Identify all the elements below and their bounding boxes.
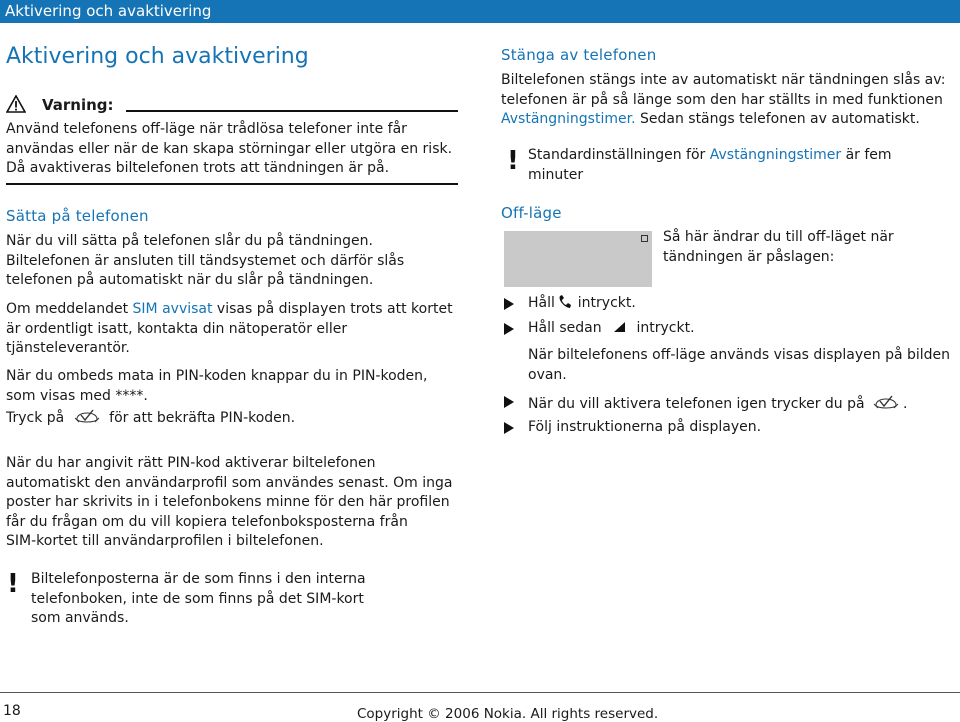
ok-key-icon xyxy=(869,392,903,410)
text-line: telefonen är på så länge som den har ställts in med funktionen xyxy=(501,91,943,108)
ok-key-icon xyxy=(69,406,105,424)
text-span: för att bekräfta PIN-koden. xyxy=(109,410,296,426)
text-line: får du frågan om du vill kopiera telefonboksposterna från xyxy=(6,513,408,530)
text-line: När biltelefonens off-läge används visas displayen på bilden xyxy=(528,347,951,363)
header-bar xyxy=(0,0,960,23)
text-line: Så här ändrar du till off-läget när xyxy=(663,229,894,245)
text-line: tändningen är påslagen: xyxy=(663,248,835,265)
text-line: är ordentligt isatt, kontakta din nätoperatör eller xyxy=(6,320,348,337)
sim-rejected-paragraph xyxy=(6,300,453,359)
text-span: Håll sedan xyxy=(528,320,602,336)
page-title: Aktivering och avaktivering xyxy=(6,44,309,69)
text-span: intryckt. xyxy=(636,320,695,336)
warning-top-rule xyxy=(126,110,458,112)
warning-label: Varning: xyxy=(42,96,114,114)
text-line xyxy=(528,146,892,166)
bullet-arrow-icon xyxy=(504,323,514,335)
page-number: 18 xyxy=(3,703,21,719)
note-exclamation-icon: ! xyxy=(7,569,19,599)
text-span: . xyxy=(903,396,908,412)
selection-key-icon xyxy=(606,319,632,335)
end-call-key-icon xyxy=(557,294,573,310)
bullet-arrow-icon xyxy=(504,422,514,434)
offline-heading: Off-läge xyxy=(501,204,562,222)
warning-bottom-rule xyxy=(6,183,458,185)
text-line: telefonboken, inte de som finns på det SIM-kort xyxy=(31,590,364,607)
bullet-arrow-icon xyxy=(504,298,514,310)
switch-on-paragraph xyxy=(6,232,404,291)
text-line: poster har skrivits in i telefonbokens minne för den här profilen xyxy=(6,494,450,510)
header-title: Aktivering och avaktivering xyxy=(5,2,212,20)
pin-paragraph xyxy=(6,367,427,429)
text-line xyxy=(501,110,946,130)
text-line: Biltelefonen är ansluten till tändsystemet och därför slås xyxy=(6,252,405,269)
text-span: När du vill aktivera telefonen igen trycker du på xyxy=(528,396,865,412)
offline-intro xyxy=(663,228,894,267)
text-line: Biltelefonposterna är de som finns i den interna xyxy=(31,571,366,587)
timer-note xyxy=(528,146,892,185)
copyright-notice: Copyright © 2006 Nokia. All rights reserved. xyxy=(357,706,659,722)
text-line: telefonen på automatiskt när du slår på tändningen. xyxy=(6,272,374,288)
warning-line: Då avaktiveras biltelefonen trots att tändningen är på. xyxy=(6,160,390,176)
phone-display-image xyxy=(504,231,652,287)
text-span: Standardinställningen för xyxy=(528,147,710,163)
text-line: som används. xyxy=(31,610,129,626)
switch-off-heading: Stänga av telefonen xyxy=(501,46,657,64)
text-line: När du ombeds mata in PIN-koden knappar du in PIN-koden, xyxy=(6,368,428,384)
note-exclamation-icon: ! xyxy=(507,146,519,176)
step-hold-end-key xyxy=(528,294,636,314)
footer-rule xyxy=(0,692,960,693)
step-reactivate xyxy=(528,392,907,415)
text-span: Om meddelandet xyxy=(6,301,133,317)
warning-icon xyxy=(6,95,26,117)
text-line: automatiskt den användarprofil som användes senast. Om inga xyxy=(6,474,453,491)
switch-off-paragraph xyxy=(501,71,946,130)
text-span: är fem xyxy=(841,147,892,163)
text-span: visas på displayen trots att kortet xyxy=(212,301,453,317)
timer-link: Avstängningstimer xyxy=(709,147,842,163)
text-line: När du vill sätta på telefonen slår du på tändningen. xyxy=(6,233,373,249)
text-line: ovan. xyxy=(528,366,567,383)
step-follow-instructions: Följ instruktionerna på displayen. xyxy=(528,419,762,435)
switch-on-heading: Sätta på telefonen xyxy=(6,207,149,225)
sim-rejected-link: SIM avvisat xyxy=(132,301,213,317)
text-span: Håll xyxy=(528,295,555,311)
text-line xyxy=(6,300,453,320)
warning-line: Använd telefonens off-läge när trådlösa telefoner inte får xyxy=(6,121,407,137)
text-line: som visas med ****. xyxy=(6,387,148,404)
bullet-arrow-icon xyxy=(504,396,514,408)
warning-line: användas eller när de kan skapa störningar eller utgöra en risk. xyxy=(6,140,453,157)
profile-paragraph xyxy=(6,454,453,552)
text-span: Tryck på xyxy=(6,410,65,426)
text-line: SIM-kortet till användarprofilen i biltelefonen. xyxy=(6,533,324,549)
step-hold-key xyxy=(528,319,695,339)
warning-text xyxy=(6,120,452,179)
text-line: När du har angivit rätt PIN-kod aktiverar biltelefonen xyxy=(6,455,376,471)
text-span: Sedan stängs telefonen av automatiskt. xyxy=(635,111,920,127)
timer-link: Avstängningstimer. xyxy=(501,111,636,127)
text-line: tjänsteleverantör. xyxy=(6,340,130,356)
step-note xyxy=(528,346,950,385)
text-line xyxy=(6,406,427,429)
phonebook-note xyxy=(31,570,366,629)
text-line: minuter xyxy=(528,166,584,183)
text-line: Biltelefonen stängs inte av automatiskt när tändningen slås av: xyxy=(501,72,946,88)
display-indicator-icon xyxy=(641,235,648,242)
text-span: intryckt. xyxy=(577,295,636,311)
